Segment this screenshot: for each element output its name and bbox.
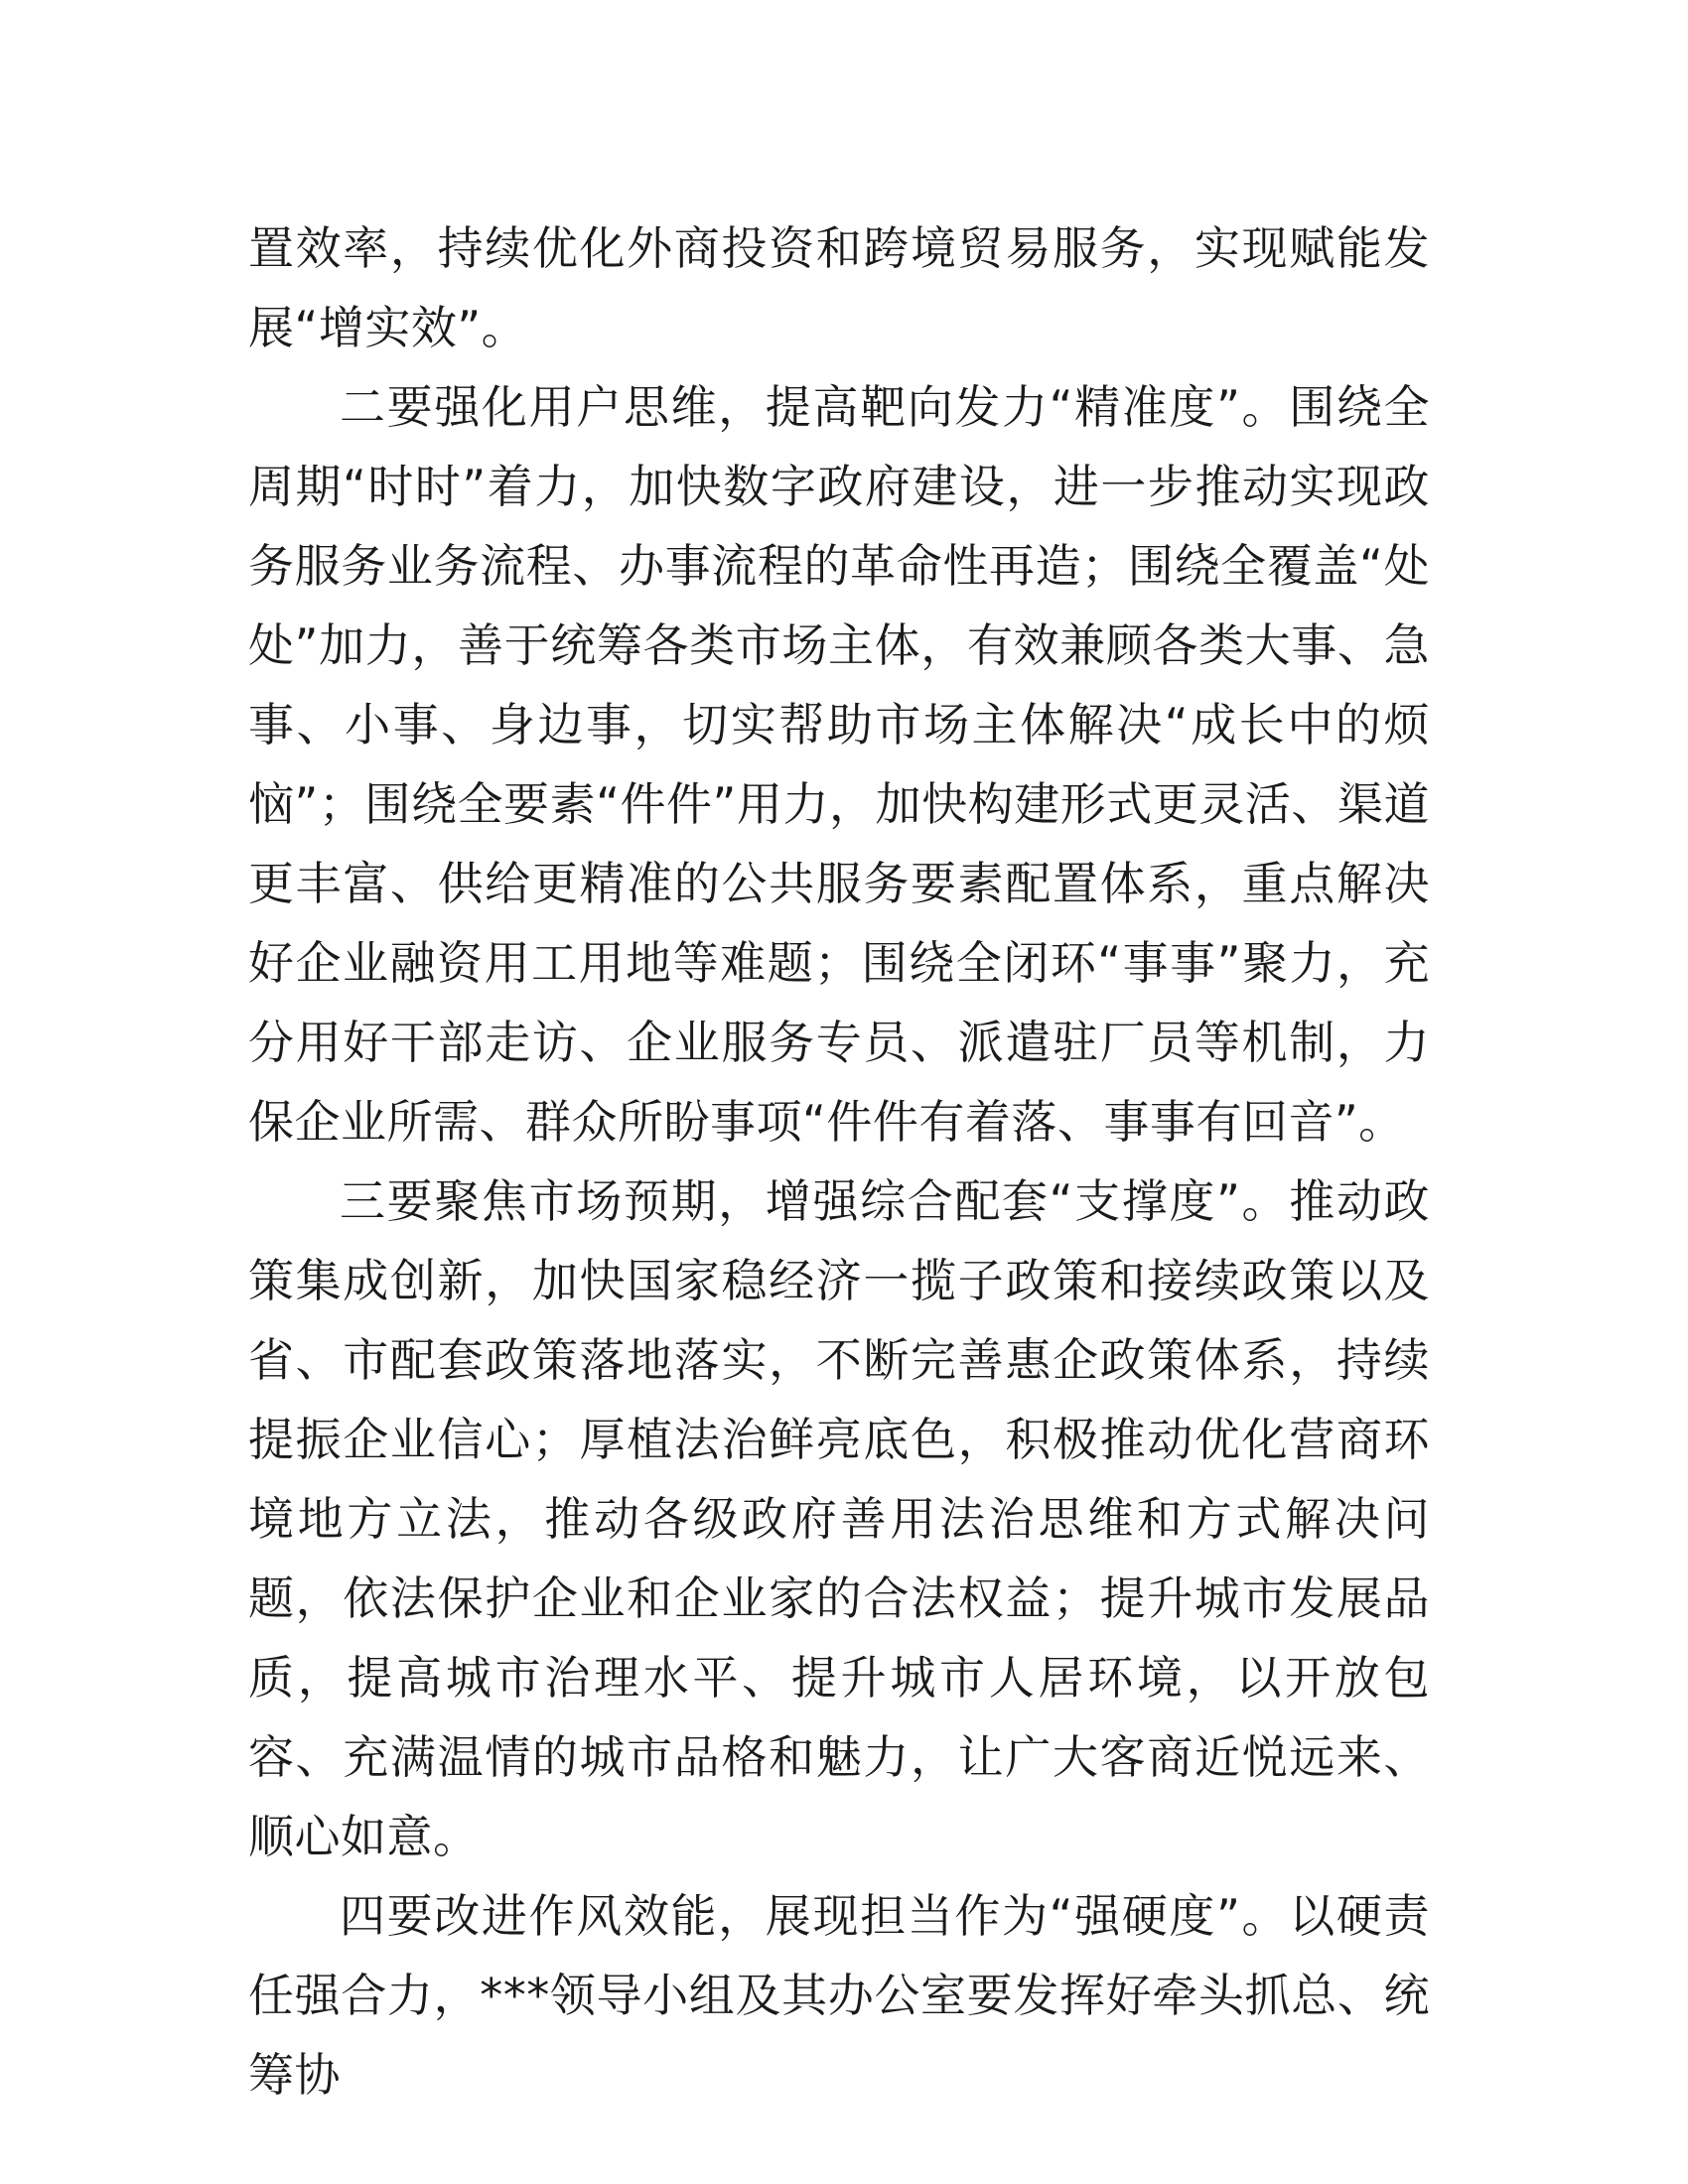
paragraph-continuation: 置效率，持续优化外商投资和跨境贸易服务，实现赋能发展“增实效”。 <box>248 221 1430 354</box>
paragraph-user-thinking: 二要强化用户思维，提高靶向发力“精准度”。围绕全周期“时时”着力，加快数字政府建设，进一步推动实现政务服务业务流程、办事流程的革命性再造；围绕全覆盖“处处”加力，善于统筹各类市场主体，有效兼顾各类大事、急事、小事、身边事，切实帮助市场主体解决“成长中的烦恼”；围绕全要素“件件”用力，加快构建形式更灵活、渠道更丰富、供给更精准的公共服务要素配置体系，重点解决好企业融资用工用地等难题；围绕全闭环“事事”聚力，充分用好干部走访、企业服务专员、派遣驻厂员等机制，力保企业所需、群众所盼事项“件件有着落、事事有回音”。 <box>248 380 1430 1149</box>
document-body <box>248 208 1430 2115</box>
paragraph-market-expectation: 三要聚焦市场预期，增强综合配套“支撑度”。推动政策集成创新，加快国家稳经济一揽子政策和接续政策以及省、市配套政策落地落实，不断完善惠企政策体系，持续提振企业信心；厚植法治鲜亮底色，积极推动优化营商环境地方立法，推动各级政府善用法治思维和方式解决问题，依法保护企业和企业家的合法权益；提升城市发展品质，提高城市治理水平、提升城市人居环境，以开放包容、充满温情的城市品格和魅力，让广大客商近悦远来、顺心如意。 <box>248 1174 1430 1863</box>
paragraph-work-style: 四要改进作风效能，展现担当作为“强硬度”。以硬责任强合力，***领导小组及其办公室要发挥好牵头抓总、统筹协 <box>248 1889 1430 2102</box>
